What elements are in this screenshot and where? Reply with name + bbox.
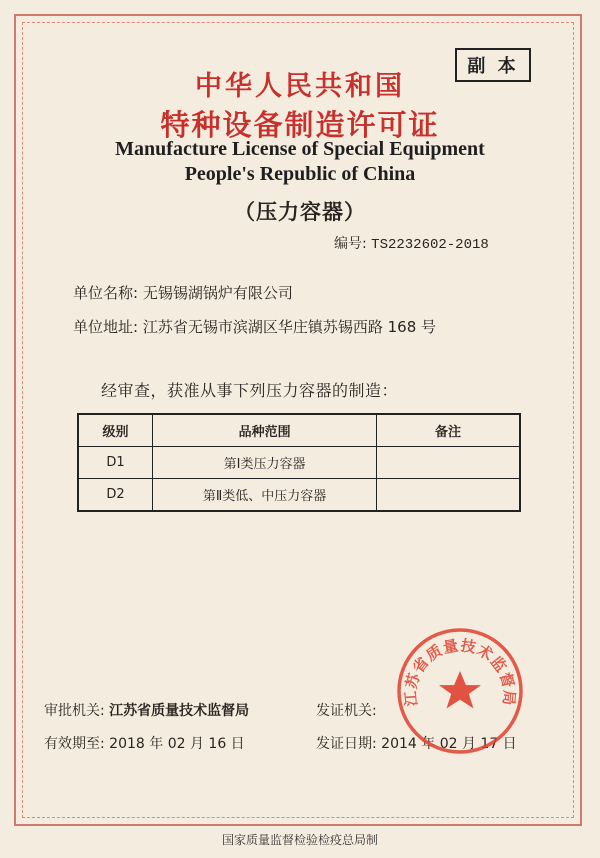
unit-name-label: 单位名称:	[73, 284, 139, 302]
seal-text: 江苏省质量技术监督局	[401, 636, 519, 707]
unit-address-value: 江苏省无锡市滨湖区华庄镇苏锡西路 168 号	[142, 318, 437, 336]
approving-authority-field	[44, 700, 249, 720]
header-note: 备注	[377, 414, 520, 447]
table-header-row	[78, 414, 520, 447]
copy-stamp: 副 本	[455, 48, 531, 82]
issuing-authority-label: 发证机关:	[316, 703, 377, 719]
table-row	[78, 447, 520, 479]
issue-date-value: 2014 年 02 月 17 日	[381, 736, 517, 752]
subtitle: （压力容器）	[234, 200, 366, 224]
title-en-line1: Manufacture License of Special Equipment	[115, 138, 485, 160]
validity-field	[44, 733, 245, 753]
official-seal	[395, 626, 525, 756]
row-scope: 第Ⅰ类压力容器	[153, 447, 377, 479]
row-level: D2	[78, 479, 153, 512]
certificate-number	[334, 233, 489, 253]
row-scope: 第Ⅱ类低、中压力容器	[153, 479, 377, 512]
approving-authority-value: 江苏省质量技术监督局	[109, 703, 250, 719]
title-cn-line2: 特种设备制造许可证	[160, 108, 440, 142]
table-row	[78, 479, 520, 512]
validity-value: 2018 年 02 月 16 日	[109, 736, 245, 752]
header-level: 级别	[78, 414, 153, 447]
title-cn-line1: 中华人民共和国	[195, 71, 405, 102]
seal-star-icon	[439, 671, 481, 709]
row-note	[377, 479, 520, 512]
scope-table	[77, 413, 521, 512]
issuing-authority-field	[316, 700, 377, 720]
title-en-line2: People's Republic of China	[184, 163, 416, 185]
header-scope: 品种范围	[153, 414, 377, 447]
issue-date-label: 发证日期:	[316, 736, 377, 752]
certificate-number-value: TS2232602-2018	[371, 237, 489, 253]
validity-label: 有效期至:	[44, 736, 105, 752]
row-note	[377, 447, 520, 479]
certificate-number-label: 编号:	[334, 236, 367, 252]
issuer-footer: 国家质量监督检验检疫总局制	[221, 833, 378, 847]
unit-name-field	[73, 282, 293, 303]
approving-authority-label: 审批机关:	[44, 703, 105, 719]
unit-address-label: 单位地址:	[73, 318, 139, 336]
unit-address-field	[73, 316, 436, 337]
approval-text: 经审查，获准从事下列压力容器的制造：	[101, 381, 399, 400]
row-level: D1	[78, 447, 153, 479]
unit-name-value: 无锡锡湖锅炉有限公司	[142, 284, 293, 302]
